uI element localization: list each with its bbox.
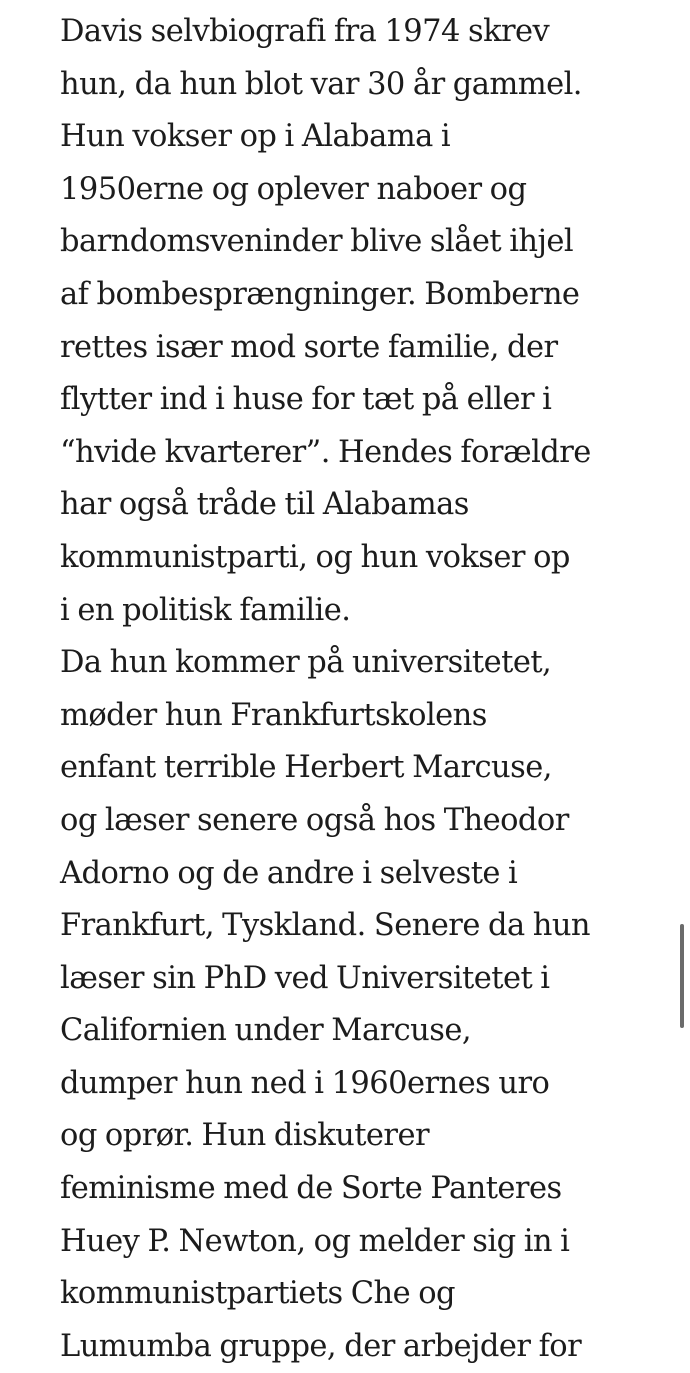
text-line: 1950erne og oplever naboer og [60, 171, 527, 207]
text-line: Frankfurt, Tyskland. Senere da hun [60, 908, 591, 944]
article-paragraph-2 [60, 637, 660, 1373]
text-line: og læser senere også hos Theodor [60, 802, 569, 838]
text-line: enfant terrible Herbert Marcuse, [60, 750, 552, 786]
text-line: møder hun Frankfurtskolens [60, 697, 487, 733]
text-line: Lumumba gruppe, der arbejder for [60, 1328, 582, 1364]
article-paragraph-1 [60, 6, 660, 637]
text-line: kommunistparti, og hun vokser op [60, 539, 570, 575]
text-line: Californien under Marcuse, [60, 1013, 471, 1049]
text-line: dumper hun ned i 1960ernes uro [60, 1065, 550, 1101]
vertical-scrollbar-thumb[interactable] [680, 924, 684, 1028]
text-line: barndomsveninder blive slået ihjel [60, 224, 574, 260]
text-line: feminisme med de Sorte Panteres [60, 1171, 562, 1207]
text-line: Huey P. Newton, og melder sig in i [60, 1223, 570, 1259]
text-line: Davis selvbiografi fra 1974 skrev [60, 14, 550, 49]
text-line: kommunistpartiets Che og [60, 1276, 456, 1312]
text-line: har også tråde til Alabamas [60, 487, 469, 523]
text-line: læser sin PhD ved Universitetet i [60, 960, 550, 996]
text-line: rettes især mod sorte familie, der [60, 329, 558, 365]
text-line: i en politisk familie. [60, 592, 351, 628]
text-line: “hvide kvarterer”. Hendes forældre [60, 434, 591, 470]
text-line: Adorno og de andre i selveste i [60, 855, 518, 891]
text-line: hun, da hun blot var 30 år gammel. [60, 66, 582, 102]
text-line: og oprør. Hun diskuterer [60, 1118, 429, 1154]
text-line: Da hun kommer på universitetet, [60, 645, 552, 681]
text-line: flytter ind i huse for tæt på eller i [60, 382, 552, 418]
text-line: Hun vokser op i Alabama i [60, 119, 451, 155]
text-line: af bombesprængninger. Bomberne [60, 276, 580, 312]
article-body [60, 6, 660, 1373]
